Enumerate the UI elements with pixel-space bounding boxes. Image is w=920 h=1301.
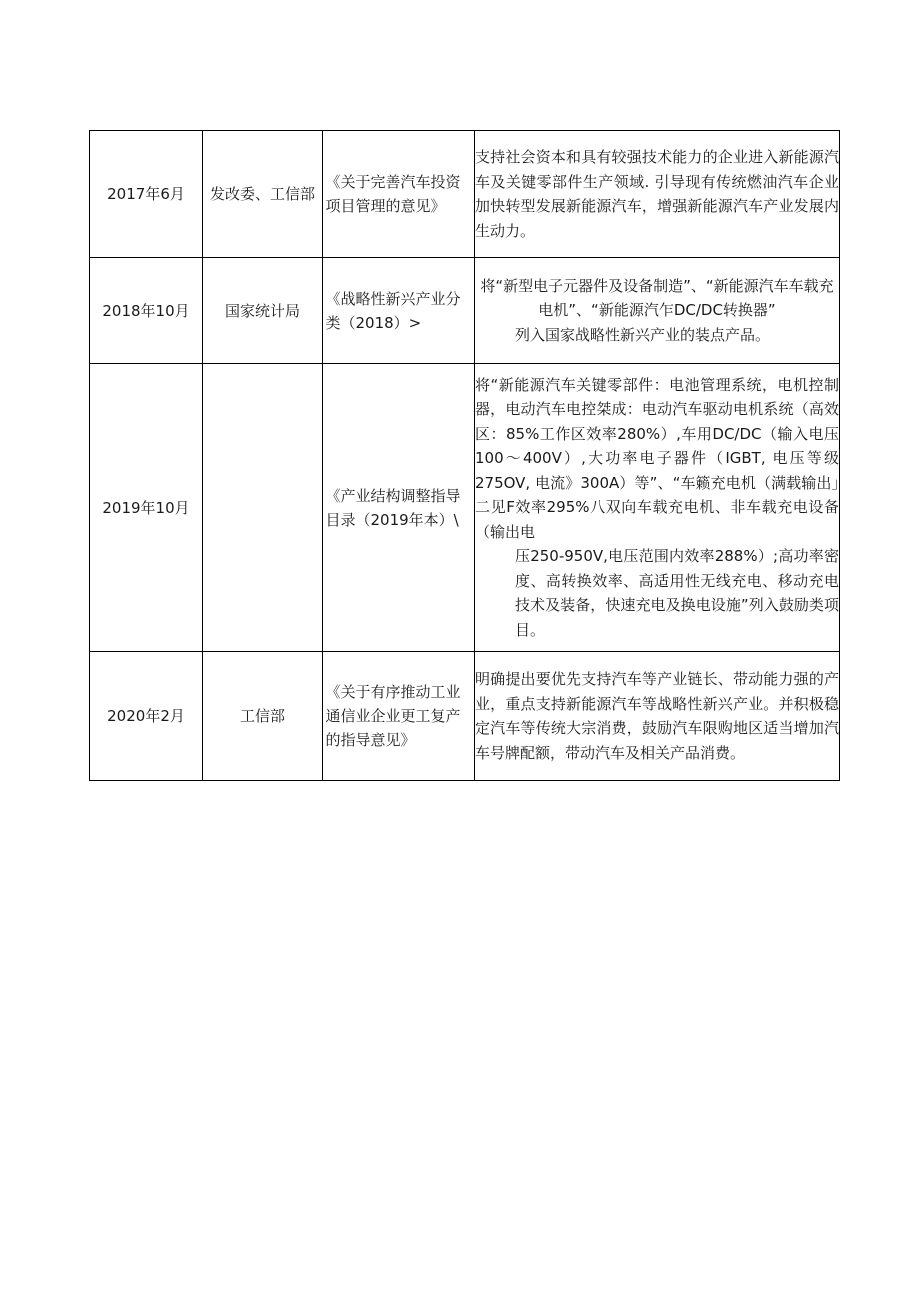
document-cell [323, 131, 475, 258]
content-text: 将“新型电子元器件及设备制造”、“新能源汽车车载充电机”、“新能源汽乍DC/DC转换器” [480, 276, 834, 320]
document-title: 《关于有序推动工业通信业企业更工复产的指导意见》 [325, 683, 461, 749]
document-title: 《产业结构调整指导目录（2019年本）\ [325, 486, 461, 529]
content-cell [475, 258, 840, 364]
table-row [90, 364, 840, 652]
table-row [90, 652, 840, 781]
date-cell: 2017年6月 [90, 131, 203, 258]
department-cell: 发改委、工信部 [203, 131, 323, 258]
date-cell: 2020年2月 [90, 652, 203, 781]
content-cell [475, 131, 840, 258]
content-text-continued: 列入国家战略性新兴产业的装点产品。 [515, 325, 771, 344]
content-text-continued: 压250-950V,电压范围内效率288%）;高功率密度、高转换效率、高适用性无线充电、移动充电技术及装备，快速充电及换电设施”列入鼓励类项目。 [515, 547, 839, 639]
content-text: 支持社会资本和具有较强技术能力的企业进入新能源汽车及关键零部件生产领域. 引导现有传统燃油汽车企业加快转型发展新能源汽车，增强新能源汽车产业发展内生动力。 [475, 148, 839, 240]
date-cell: 2018年10月 [90, 258, 203, 364]
department-cell [203, 364, 323, 652]
document-cell [323, 652, 475, 781]
table-row [90, 131, 840, 258]
content-text: 明确提出要优先支持汽车等产业链长、带动能力强的产业，重点支持新能源汽车等战略性新兴产业。并积极稳定汽车等传统大宗消费，鼓励汽车限购地区适当增加汽车号牌配额，带动汽车及相关产品消费。 [475, 670, 839, 762]
department-cell: 工信部 [203, 652, 323, 781]
policy-table [89, 130, 840, 781]
document-cell [323, 258, 475, 364]
content-text: 将“新能源汽车关键零部件：电池管理系统，电机控制器，电动汽车电控桀成：电动汽车驱动电机系统（高效区：85%工作区效率280%）,车用DC/DC（输入电压100～400V）,大功率电子器件（IGBT, 电压等级275OV, 电流》300A）等”、“车籁充电机（满载输出」二见F效率295%八双向车载充电机、非车载充电设备（输出电 [475, 375, 839, 541]
department-cell: 国家统计局 [203, 258, 323, 364]
document-cell [323, 364, 475, 652]
date-cell: 2019年10月 [90, 364, 203, 652]
document-title: 《关于完善汽车投资项目管理的意见》 [325, 173, 461, 215]
document-title: 《战略性新兴产业分类（2018）> [325, 289, 461, 332]
content-cell [475, 652, 840, 781]
table-row [90, 258, 840, 364]
content-cell [475, 364, 840, 652]
